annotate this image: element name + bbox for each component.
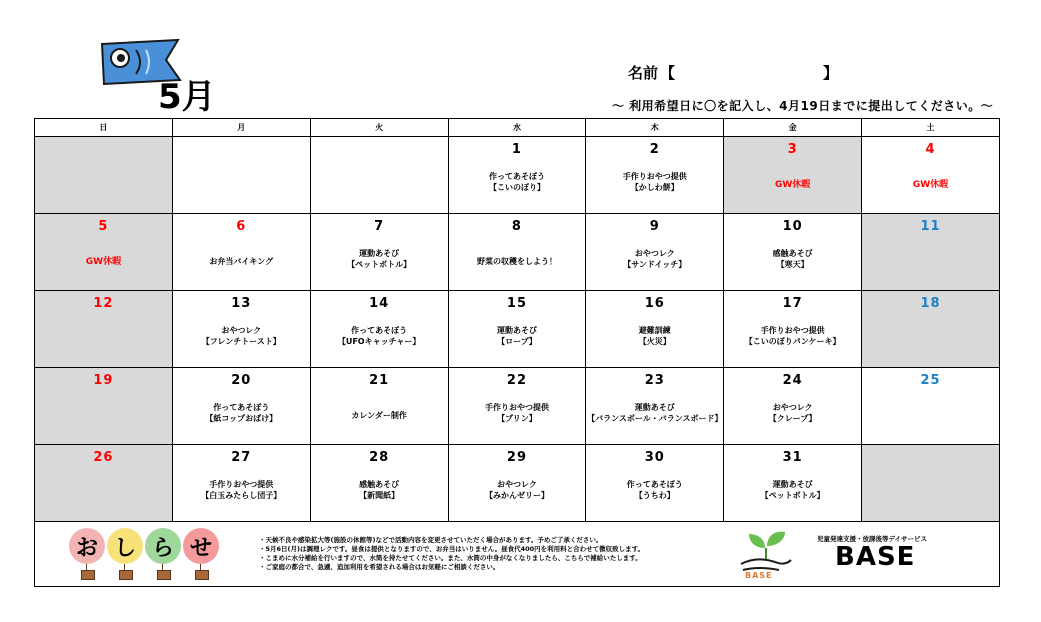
- activity-line: 作ってあそぼう: [213, 403, 270, 412]
- day-number: 4: [925, 142, 936, 157]
- day-cell[interactable]: [448, 368, 586, 445]
- day-cell[interactable]: [448, 137, 586, 214]
- day-cell[interactable]: [724, 368, 862, 445]
- activity-line: 【火災】: [638, 337, 671, 346]
- activity-line: 【白玉みたらし団子】: [201, 491, 282, 500]
- week-row: [35, 368, 1000, 445]
- day-number: 28: [369, 450, 390, 465]
- org-subtitle: 児童発達支援・放課後等デイサービス: [817, 535, 928, 543]
- activity-line: おやつレク: [497, 480, 537, 489]
- activity-line: 避難訓練: [638, 326, 671, 335]
- activity-line: 【こいのぼり】: [488, 183, 545, 192]
- weekday-header: 日: [35, 119, 173, 137]
- day-number: 27: [231, 450, 252, 465]
- activity-line: 手作りおやつ提供: [484, 403, 549, 412]
- calendar-body: [35, 137, 1000, 522]
- activity-line: GW休暇: [774, 180, 811, 190]
- activity: [449, 325, 586, 347]
- day-cell: [35, 137, 173, 214]
- activity-line: 作ってあそぼう: [626, 480, 683, 489]
- week-row: [35, 291, 1000, 368]
- activity-line: 感触あそび: [772, 249, 813, 258]
- notice-item: ・ご家庭の都合で、急遽、追加利用を希望される場合はお気軽にご相談ください。: [259, 563, 500, 571]
- day-cell[interactable]: [310, 368, 448, 445]
- balloon-basket-icon: [81, 570, 95, 580]
- oshirase-char: ら: [151, 535, 174, 561]
- day-cell[interactable]: [724, 137, 862, 214]
- submission-notice: ～ 利用希望日に〇を記入し、4月19日までに提出してください。～: [612, 99, 994, 113]
- weekday-header: 月: [172, 119, 310, 137]
- activity: [724, 248, 861, 270]
- day-cell: [172, 137, 310, 214]
- oshirase-balloon: [183, 528, 219, 564]
- activity: [311, 410, 448, 421]
- weekday-header: 火: [310, 119, 448, 137]
- day-cell[interactable]: [862, 368, 1000, 445]
- activity: [173, 325, 310, 347]
- name-label: 名前: [628, 64, 659, 82]
- activity-line: 【みかんゼリー】: [484, 491, 549, 500]
- day-cell[interactable]: [586, 445, 724, 522]
- day-cell[interactable]: [586, 368, 724, 445]
- notice-list: [259, 536, 644, 572]
- activity: [311, 479, 448, 501]
- activity-line: 【UFOキャッチャー】: [337, 337, 421, 346]
- day-cell[interactable]: [35, 214, 173, 291]
- activity: [173, 479, 310, 501]
- activity: [724, 479, 861, 501]
- day-number: 17: [782, 296, 803, 311]
- activity-line: 【紙コップおばけ】: [205, 414, 278, 423]
- activity-line: カレンダー制作: [351, 411, 407, 420]
- day-cell[interactable]: [862, 291, 1000, 368]
- day-cell[interactable]: [862, 214, 1000, 291]
- activity-line: おやつレク: [221, 326, 262, 335]
- oshirase-balloon: [107, 528, 143, 564]
- activity-line: 【かしわ餅】: [630, 183, 679, 192]
- holiday-label: [724, 180, 861, 191]
- oshirase-char: せ: [189, 535, 212, 561]
- day-number: 16: [644, 296, 665, 311]
- day-number: 23: [644, 373, 665, 388]
- name-bracket-open: 【: [660, 64, 676, 82]
- day-number: 24: [782, 373, 803, 388]
- balloon-basket-icon: [157, 570, 171, 580]
- weekday-header: 金: [724, 119, 862, 137]
- activity-line: 手作りおやつ提供: [622, 172, 687, 181]
- activity-line: 【サンドイッチ】: [623, 260, 687, 269]
- day-cell[interactable]: [35, 368, 173, 445]
- activity: [311, 248, 448, 270]
- activity-line: 【うちわ】: [634, 491, 675, 500]
- activity-line: GW休暇: [912, 180, 949, 190]
- day-cell[interactable]: [172, 368, 310, 445]
- activity-line: 運動あそび: [772, 480, 813, 489]
- activity-line: 【寒天】: [776, 260, 809, 269]
- activity-line: 作ってあそぼう: [351, 326, 408, 335]
- activity-line: 【こいのぼりパンケーキ】: [744, 337, 841, 346]
- day-number: 8: [511, 219, 522, 234]
- activity-line: 野菜の収穫をしよう！: [476, 257, 557, 266]
- activity: [449, 171, 586, 193]
- koinobori-icon: [96, 36, 221, 116]
- month-label: 5月: [158, 77, 216, 116]
- oshirase-balloon: [145, 528, 181, 564]
- activity-line: 【プリン】: [497, 414, 537, 423]
- activity: [724, 402, 861, 424]
- oshirase-char: お: [75, 535, 98, 561]
- day-number: 15: [506, 296, 527, 311]
- day-cell[interactable]: [310, 445, 448, 522]
- day-cell: [862, 445, 1000, 522]
- day-cell[interactable]: [724, 291, 862, 368]
- day-cell[interactable]: [172, 214, 310, 291]
- activity: [449, 402, 586, 424]
- activity-line: 作ってあそぼう: [488, 172, 545, 181]
- week-row: [35, 445, 1000, 522]
- day-number: 22: [506, 373, 527, 388]
- activity-line: 運動あそび: [634, 403, 675, 412]
- org-name: BASE: [835, 542, 916, 572]
- activity-line: 運動あそび: [496, 326, 537, 335]
- day-number: 20: [231, 373, 252, 388]
- notice-item: ・天候不良や感染拡大等(施設の休館等)などで活動内容を変更させていただく場合があります。予めご了承ください。: [259, 536, 603, 544]
- day-cell[interactable]: [35, 445, 173, 522]
- activity: [586, 325, 723, 347]
- activity: [586, 402, 723, 424]
- day-cell[interactable]: [724, 445, 862, 522]
- day-cell[interactable]: [310, 214, 448, 291]
- day-cell[interactable]: [448, 445, 586, 522]
- day-number: 21: [369, 373, 390, 388]
- activity: [724, 325, 861, 347]
- day-number: 10: [782, 219, 803, 234]
- day-cell[interactable]: [310, 291, 448, 368]
- activity-line: おやつレク: [772, 403, 813, 412]
- day-number: 6: [236, 219, 247, 234]
- week-row: [35, 214, 1000, 291]
- day-number: 1: [511, 142, 522, 157]
- day-number: 13: [231, 296, 252, 311]
- day-number: 2: [649, 142, 660, 157]
- base-logo-text: BASE: [745, 571, 773, 580]
- activity: [586, 479, 723, 501]
- activity-line: GW休暇: [85, 257, 122, 267]
- name-field[interactable]: [628, 62, 838, 83]
- week-row: [35, 137, 1000, 214]
- activity-line: 【ロープ】: [497, 337, 537, 346]
- day-cell[interactable]: [586, 137, 724, 214]
- notice-item: ・こまめに水分補給を行いますので、水筒を持たせてください。また、水筒の中身がなくなりましたら、こちらで補給いたします。: [259, 554, 642, 562]
- activity: [173, 402, 310, 424]
- day-number: 12: [93, 296, 114, 311]
- day-number: 25: [920, 373, 941, 388]
- activity: [586, 248, 723, 270]
- day-number: 3: [787, 142, 798, 157]
- day-number: 30: [644, 450, 665, 465]
- weekday-header: 水: [448, 119, 586, 137]
- notice-footer: [34, 522, 1000, 587]
- day-number: 5: [98, 219, 109, 234]
- weekday-header-row: [35, 119, 1000, 137]
- activity-line: 手作りおやつ提供: [209, 480, 274, 489]
- activity-line: 手作りおやつ提供: [760, 326, 825, 335]
- balloon-basket-icon: [119, 570, 133, 580]
- holiday-label: [862, 180, 999, 191]
- activity-line: 運動あそび: [359, 249, 400, 258]
- activity-line: おやつレク: [634, 249, 675, 258]
- day-cell[interactable]: [172, 445, 310, 522]
- day-number: 26: [93, 450, 114, 465]
- calendar-table: [34, 118, 1000, 522]
- name-bracket-close: 】: [823, 64, 839, 82]
- weekday-header: 木: [586, 119, 724, 137]
- activity: [449, 256, 586, 267]
- activity: [586, 171, 723, 193]
- activity-line: 【バランスボール・バランスボード】: [587, 414, 723, 423]
- day-number: 19: [93, 373, 114, 388]
- day-number: 11: [920, 219, 941, 234]
- oshirase-balloons: [69, 528, 221, 564]
- day-number: 31: [782, 450, 803, 465]
- oshirase-balloon: [69, 528, 105, 564]
- activity: [173, 256, 310, 267]
- activity-line: 【フレンチトースト】: [201, 337, 281, 346]
- activity-line: 【クレープ】: [768, 414, 817, 423]
- day-number: 9: [649, 219, 660, 234]
- oshirase-char: し: [113, 535, 136, 561]
- activity-line: 感触あそび: [359, 480, 400, 489]
- day-number: 7: [374, 219, 385, 234]
- activity-line: 【ペットボトル】: [347, 260, 412, 269]
- day-cell[interactable]: [35, 291, 173, 368]
- day-cell: [310, 137, 448, 214]
- activity: [311, 325, 448, 347]
- day-cell[interactable]: [586, 291, 724, 368]
- activity-line: 【ペットボトル】: [760, 491, 825, 500]
- day-number: 29: [506, 450, 527, 465]
- day-cell[interactable]: [862, 137, 1000, 214]
- day-cell[interactable]: [586, 214, 724, 291]
- weekday-header: 土: [862, 119, 1000, 137]
- day-cell[interactable]: [448, 214, 586, 291]
- activity: [449, 479, 586, 501]
- balloon-basket-icon: [195, 570, 209, 580]
- day-number: 18: [920, 296, 941, 311]
- activity-line: 【新聞紙】: [359, 491, 400, 500]
- notice-item: ・5月6日(月)は調理レクです。昼食は提供となりますので、お弁当はいりません。昼食代400円を利用料と合わせて徴収致します。: [259, 545, 645, 553]
- day-cell[interactable]: [724, 214, 862, 291]
- activity-line: お弁当バイキング: [209, 257, 274, 266]
- day-cell[interactable]: [448, 291, 586, 368]
- holiday-label: [35, 257, 172, 268]
- day-number: 14: [369, 296, 390, 311]
- day-cell[interactable]: [172, 291, 310, 368]
